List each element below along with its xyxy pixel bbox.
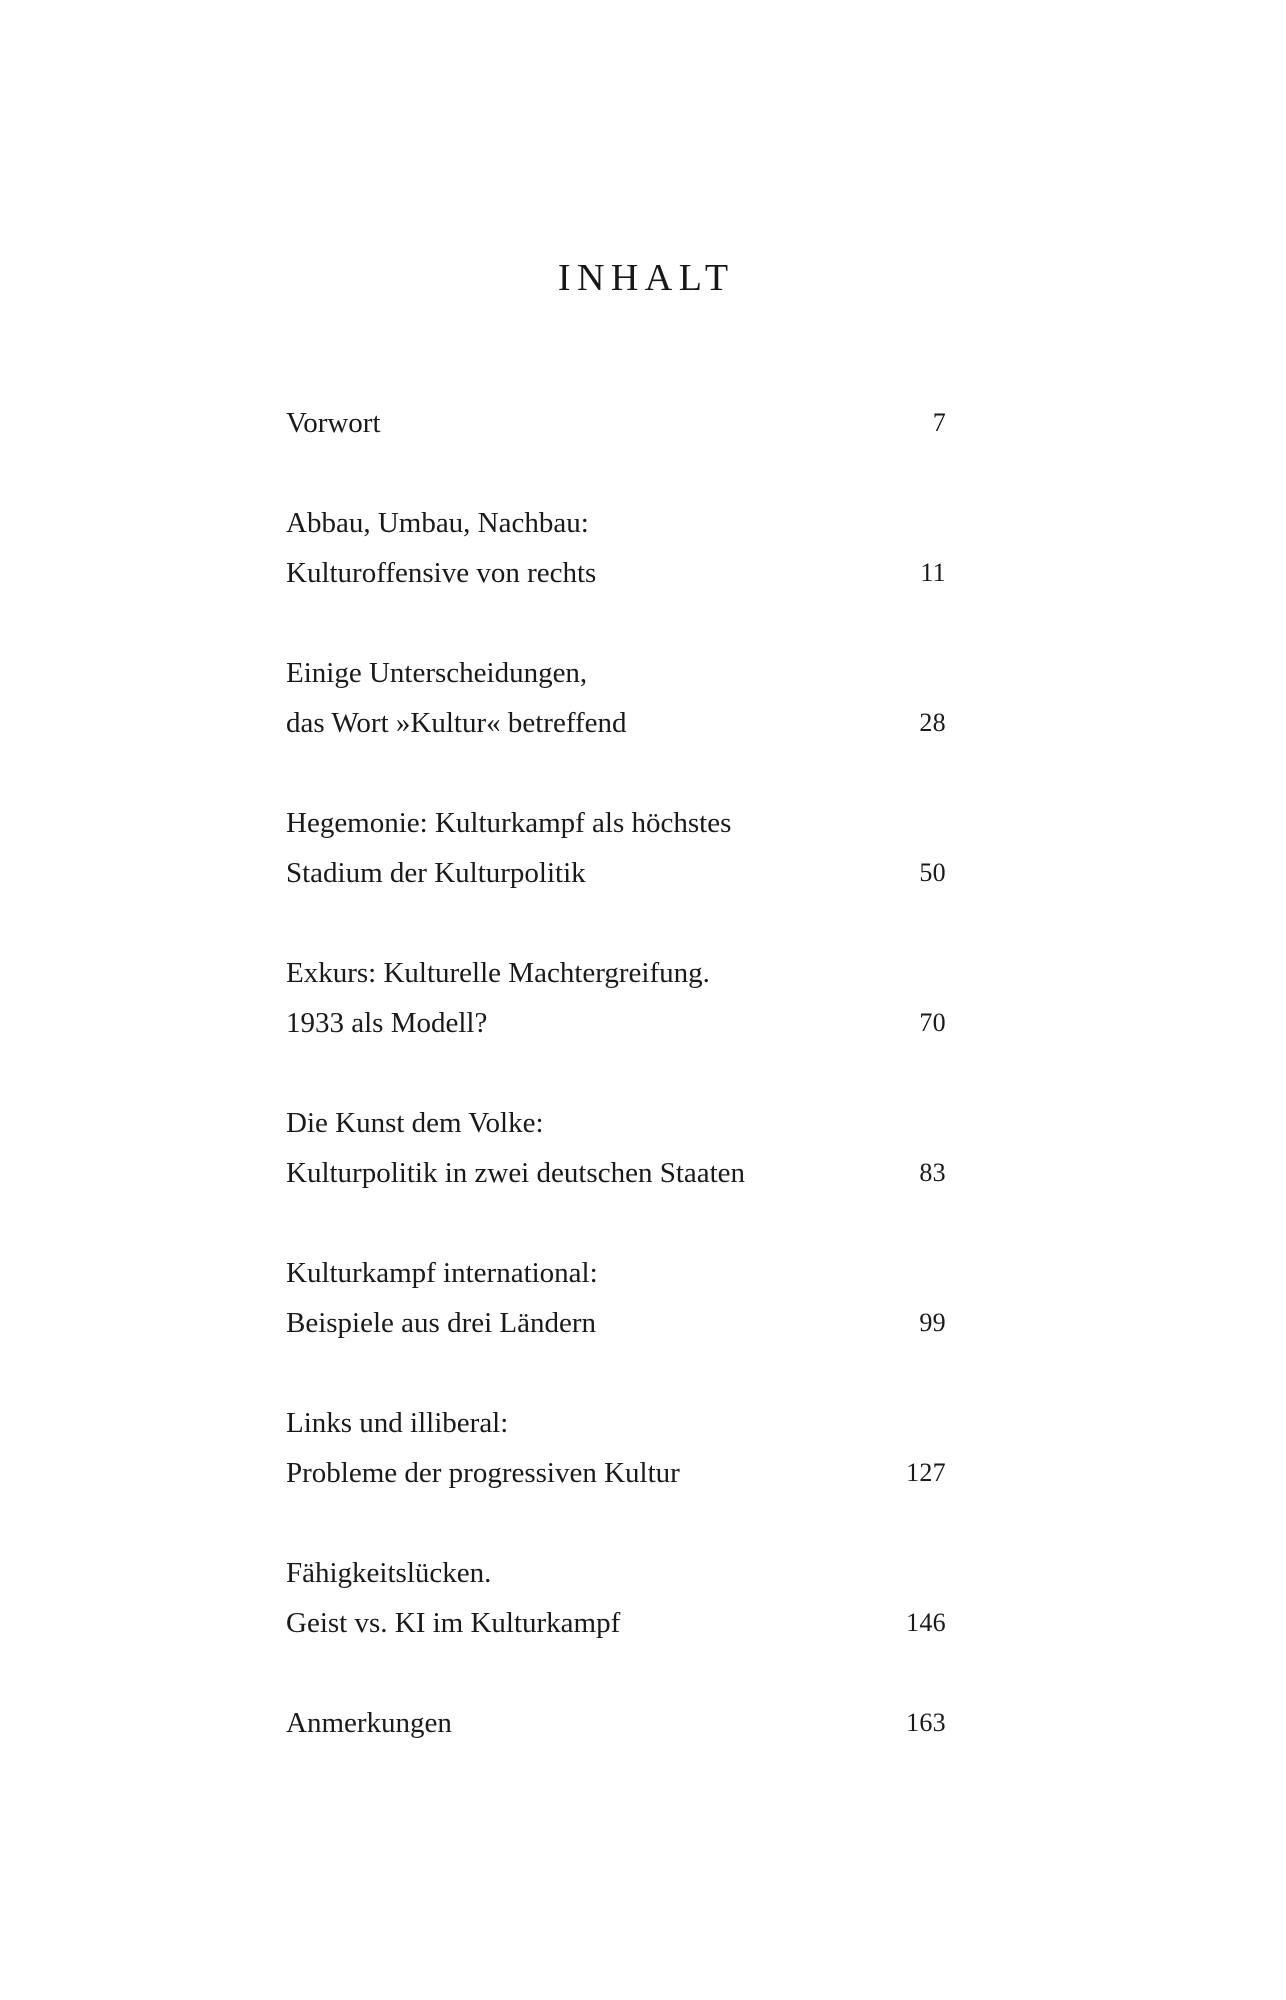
toc-entry[interactable] <box>286 798 946 898</box>
toc-entry-title <box>286 798 946 898</box>
toc-page-number: 99 <box>919 1308 946 1337</box>
toc-entry-title <box>286 948 946 1048</box>
toc-entry-line: Die Kunst dem Volke: <box>286 1107 544 1139</box>
toc-entry-line: das Wort »Kultur« betreffend <box>286 707 627 739</box>
toc-page-number: 127 <box>906 1458 946 1487</box>
toc-page-number: 70 <box>919 1008 946 1037</box>
toc-page-number: 83 <box>919 1158 946 1187</box>
toc-entry-line: Beispiele aus drei Ländern <box>286 1307 597 1339</box>
toc-entry-line: Abbau, Umbau, Nachbau: <box>286 507 589 539</box>
toc-entry-title <box>286 1398 946 1498</box>
toc-entry-line: Probleme der progressiven Kultur <box>286 1457 680 1489</box>
toc-entry[interactable] <box>286 1398 946 1498</box>
toc-entry-title <box>286 498 946 598</box>
toc-entry-title <box>286 648 946 748</box>
toc-page-number: 11 <box>920 558 946 587</box>
toc-entry-title <box>286 1248 946 1348</box>
toc-entry-line: Kulturpolitik in zwei deutschen Staaten <box>286 1157 746 1189</box>
toc-entry[interactable] <box>286 498 946 598</box>
toc-page-number: 146 <box>906 1608 946 1637</box>
toc-entry-line: Fähigkeitslücken. <box>286 1557 492 1589</box>
toc-entry-line: Einige Unterscheidungen, <box>286 657 588 689</box>
toc-entry[interactable] <box>286 948 946 1048</box>
toc-page-number: 7 <box>932 408 946 437</box>
toc-page-number: 50 <box>919 858 946 887</box>
toc-entry-line: Exkurs: Kulturelle Machtergreifung. <box>286 957 710 989</box>
toc-entry-line: Links und illiberal: <box>286 1407 509 1439</box>
toc-entry-title <box>286 398 946 448</box>
toc-entry[interactable] <box>286 1548 946 1648</box>
toc-entry-line: 1933 als Modell? <box>286 1007 488 1039</box>
toc-entry-line: Hegemonie: Kulturkampf als höchstes <box>286 807 732 839</box>
toc-page-number: 163 <box>906 1708 946 1737</box>
toc-page-number: 28 <box>919 708 946 737</box>
toc-entry-line: Anmerkungen <box>286 1707 452 1739</box>
toc-entry-line: Stadium der Kulturpolitik <box>286 857 586 889</box>
toc-entry[interactable] <box>286 398 946 448</box>
table-of-contents <box>286 398 946 1748</box>
toc-entry[interactable] <box>286 1698 946 1748</box>
toc-entry-line: Kulturkampf international: <box>286 1257 598 1289</box>
toc-entry-title <box>286 1698 946 1748</box>
toc-entry-title <box>286 1098 946 1198</box>
toc-entry[interactable] <box>286 1098 946 1198</box>
page-title: INHALT <box>557 257 735 300</box>
toc-entry[interactable] <box>286 1248 946 1348</box>
toc-entry[interactable] <box>286 648 946 748</box>
toc-entry-line: Kulturoffensive von rechts <box>286 557 597 589</box>
toc-entry-line: Geist vs. KI im Kulturkampf <box>286 1607 621 1639</box>
toc-entry-title <box>286 1548 946 1648</box>
toc-entry-line: Vorwort <box>286 407 381 439</box>
